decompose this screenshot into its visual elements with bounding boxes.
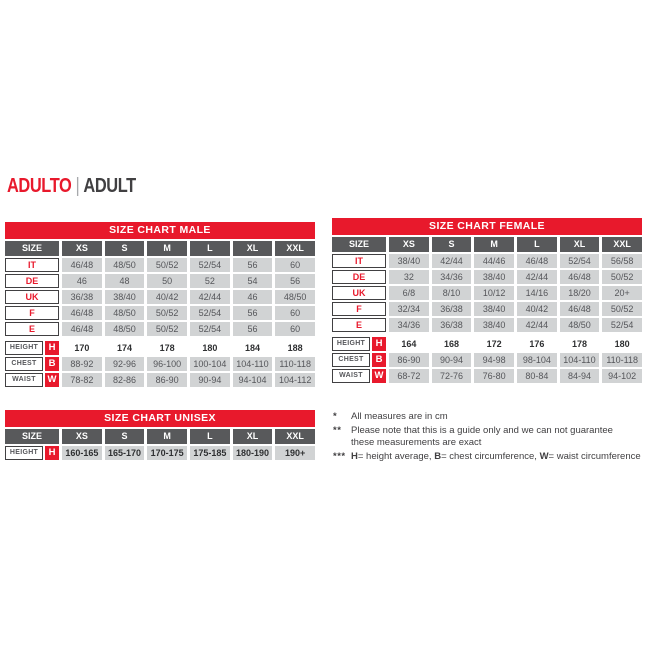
footnote-text — [351, 451, 643, 464]
size-value-cell: 34/36 — [432, 270, 472, 284]
size-value-cell: 56/58 — [602, 254, 642, 268]
column-header-cell: XS — [389, 237, 429, 252]
measure-value-cell: 68-72 — [389, 369, 429, 383]
size-value-cell: 36/38 — [432, 302, 472, 316]
measure-name-box: HEIGHT — [332, 337, 370, 351]
legend-code: B — [434, 450, 442, 462]
column-header-cell: XL — [233, 241, 273, 256]
measure-code-badge: W — [372, 369, 386, 383]
measure-value-cell: 78-82 — [62, 373, 102, 387]
measure-row-label — [5, 373, 59, 387]
column-header-cell: M — [474, 237, 514, 252]
legend-code: H — [351, 450, 358, 462]
size-value-cell: 52/54 — [560, 254, 600, 268]
column-header-cell: L — [190, 429, 230, 444]
measure-value-cell: 180-190 — [233, 446, 273, 460]
size-value-cell: 38/40 — [474, 302, 514, 316]
footnotes-block — [333, 411, 643, 464]
column-header-cell: XL — [233, 429, 273, 444]
table-title-band: SIZE CHART FEMALE — [332, 218, 642, 235]
size-value-cell: 32 — [389, 270, 429, 284]
measure-name-box: WAIST — [5, 373, 43, 387]
size-system-label: F — [332, 302, 386, 316]
measure-value-cell: 175-185 — [190, 446, 230, 460]
measure-value-cell: 98-104 — [517, 353, 557, 367]
size-value-cell: 42/44 — [432, 254, 472, 268]
measure-value-cell: 110-118 — [602, 353, 642, 367]
measure-value-cell: 190+ — [275, 446, 315, 460]
size-grid — [332, 237, 642, 383]
measure-value-cell: 165-170 — [105, 446, 145, 460]
legend-text: = chest circumference, — [441, 450, 540, 462]
size-system-label: IT — [5, 258, 59, 272]
footnote-text — [351, 425, 643, 450]
size-system-label: DE — [5, 274, 59, 288]
measure-row-label — [332, 369, 386, 383]
size-value-cell: 60 — [275, 306, 315, 320]
measure-value-cell: 110-118 — [275, 357, 315, 371]
measure-value-cell: 96-100 — [147, 357, 187, 371]
title-divider-bar: | — [75, 175, 80, 197]
measure-value-cell: 170-175 — [147, 446, 187, 460]
size-system-label: DE — [332, 270, 386, 284]
column-header-cell: XL — [560, 237, 600, 252]
measure-name-box: HEIGHT — [5, 341, 43, 355]
measure-value-cell: 184 — [244, 343, 260, 353]
size-value-cell: 52 — [190, 274, 230, 288]
footnote-row — [333, 451, 643, 464]
size-value-cell: 46/48 — [560, 270, 600, 284]
size-value-cell: 48/50 — [105, 322, 145, 336]
size-value-cell: 38/40 — [389, 254, 429, 268]
measure-value-cell: 90-94 — [190, 373, 230, 387]
size-chart-male-table — [5, 222, 315, 387]
size-value-cell: 40/42 — [517, 302, 557, 316]
measure-row-label — [5, 341, 59, 355]
measure-value-cell: 94-98 — [474, 353, 514, 367]
column-header-cell: XS — [62, 429, 102, 444]
size-header-cell: SIZE — [5, 429, 59, 444]
measure-name-box: CHEST — [5, 357, 43, 371]
size-value-cell: 38/40 — [105, 290, 145, 304]
measure-value-cell: 86-90 — [389, 353, 429, 367]
measure-value-cell: 72-76 — [432, 369, 472, 383]
measure-value-cell: 100-104 — [190, 357, 230, 371]
measure-name-box: HEIGHT — [5, 446, 43, 460]
measure-code-badge: W — [45, 373, 59, 387]
size-value-cell: 60 — [275, 322, 315, 336]
size-value-cell: 42/44 — [517, 318, 557, 332]
size-value-cell: 20+ — [602, 286, 642, 300]
measure-row-label — [332, 353, 386, 367]
column-header-cell: S — [105, 429, 145, 444]
footnote-marker: ** — [333, 424, 342, 436]
column-header-cell: M — [147, 429, 187, 444]
size-value-cell: 46 — [62, 274, 102, 288]
size-value-cell: 10/12 — [474, 286, 514, 300]
size-value-cell: 52/54 — [602, 318, 642, 332]
measure-value-cell: 88-92 — [62, 357, 102, 371]
measure-name-box: WAIST — [332, 369, 370, 383]
footnote-line: All measures are in cm — [351, 411, 448, 422]
measure-value-cell: 80-84 — [517, 369, 557, 383]
size-value-cell: 56 — [275, 274, 315, 288]
size-value-cell: 48/50 — [105, 258, 145, 272]
size-value-cell: 48/50 — [105, 306, 145, 320]
size-header-cell: SIZE — [5, 241, 59, 256]
measure-value-cell: 84-94 — [560, 369, 600, 383]
measure-value-cell: 176 — [529, 339, 545, 349]
size-value-cell: 46/48 — [560, 302, 600, 316]
size-value-cell: 48/50 — [275, 290, 315, 304]
measure-code-badge: H — [372, 337, 386, 351]
size-value-cell: 50/52 — [147, 306, 187, 320]
page-title-adult: ADULT — [83, 175, 136, 197]
measure-code-badge: H — [45, 341, 59, 355]
footnote-line: Please note that this is a guide only and we can not guarantee — [351, 424, 613, 436]
footnote-line: these measurements are exact — [351, 437, 482, 448]
measure-value-cell: 86-90 — [147, 373, 187, 387]
measure-code-badge: B — [372, 353, 386, 367]
size-system-label: UK — [5, 290, 59, 304]
measure-value-cell: 104-110 — [233, 357, 273, 371]
size-value-cell: 50/52 — [147, 258, 187, 272]
measure-row-label — [5, 357, 59, 371]
size-value-cell: 52/54 — [190, 258, 230, 272]
table-title-band: SIZE CHART UNISEX — [5, 410, 315, 427]
size-chart-unisex-table — [5, 410, 315, 460]
size-value-cell: 56 — [233, 306, 273, 320]
measure-value-cell: 178 — [159, 343, 175, 353]
page-title — [7, 175, 136, 198]
size-value-cell: 46/48 — [62, 322, 102, 336]
measure-value-cell: 188 — [287, 343, 303, 353]
size-value-cell: 40/42 — [147, 290, 187, 304]
table-title-band: SIZE CHART MALE — [5, 222, 315, 239]
size-value-cell: 46/48 — [517, 254, 557, 268]
size-system-label: UK — [332, 286, 386, 300]
measure-code-badge: B — [45, 357, 59, 371]
measure-name-box: CHEST — [332, 353, 370, 367]
measure-value-cell: 172 — [486, 339, 502, 349]
footnote-marker: * — [333, 411, 338, 422]
measure-value-cell: 160-165 — [62, 446, 102, 460]
column-header-cell: S — [432, 237, 472, 252]
row-spacer — [5, 338, 315, 339]
size-grid — [5, 429, 315, 460]
size-value-cell: 42/44 — [190, 290, 230, 304]
size-value-cell: 38/40 — [474, 318, 514, 332]
measure-value-cell: 178 — [571, 339, 587, 349]
size-value-cell: 50/52 — [602, 302, 642, 316]
legend-code: W — [539, 450, 549, 462]
size-system-label: IT — [332, 254, 386, 268]
size-value-cell: 14/16 — [517, 286, 557, 300]
measure-value-cell: 180 — [614, 339, 630, 349]
size-value-cell: 36/38 — [432, 318, 472, 332]
size-value-cell: 56 — [233, 322, 273, 336]
measure-value-cell: 92-96 — [105, 357, 145, 371]
size-value-cell: 52/54 — [190, 322, 230, 336]
column-header-cell: L — [190, 241, 230, 256]
legend-text: = height average, — [357, 450, 435, 462]
size-value-cell: 50/52 — [602, 270, 642, 284]
size-value-cell: 36/38 — [62, 290, 102, 304]
row-spacer — [332, 334, 642, 335]
measure-value-cell: 94-104 — [233, 373, 273, 387]
footnote-row — [333, 411, 643, 424]
column-header-cell: L — [517, 237, 557, 252]
column-header-cell: S — [105, 241, 145, 256]
measure-value-cell: 170 — [74, 343, 90, 353]
measure-value-cell: 76-80 — [474, 369, 514, 383]
measure-value-cell: 174 — [116, 343, 132, 353]
measure-row-label — [5, 446, 59, 460]
size-value-cell: 42/44 — [517, 270, 557, 284]
measure-value-cell: 104-112 — [275, 373, 315, 387]
size-value-cell: 52/54 — [190, 306, 230, 320]
size-system-label: E — [5, 322, 59, 336]
size-value-cell: 46/48 — [62, 258, 102, 272]
size-value-cell: 54 — [233, 274, 273, 288]
column-header-cell: XXL — [275, 429, 315, 444]
size-value-cell: 34/36 — [389, 318, 429, 332]
size-value-cell: 46/48 — [62, 306, 102, 320]
measure-value-cell: 168 — [443, 339, 459, 349]
size-value-cell: 44/46 — [474, 254, 514, 268]
size-value-cell: 46 — [233, 290, 273, 304]
size-value-cell: 48/50 — [560, 318, 600, 332]
measure-value-cell: 104-110 — [560, 353, 600, 367]
size-value-cell: 8/10 — [432, 286, 472, 300]
page-title-adulto: ADULTO — [7, 175, 72, 197]
legend-text: = waist circumference — [548, 450, 641, 462]
size-chart-female-table — [332, 218, 642, 383]
size-value-cell: 18/20 — [560, 286, 600, 300]
size-value-cell: 60 — [275, 258, 315, 272]
footnote-marker: *** — [333, 450, 346, 462]
size-system-label: F — [5, 306, 59, 320]
measure-row-label — [332, 337, 386, 351]
size-value-cell: 56 — [233, 258, 273, 272]
size-value-cell: 48 — [105, 274, 145, 288]
column-header-cell: XS — [62, 241, 102, 256]
size-header-cell: SIZE — [332, 237, 386, 252]
size-value-cell: 38/40 — [474, 270, 514, 284]
column-header-cell: M — [147, 241, 187, 256]
measure-value-cell: 90-94 — [432, 353, 472, 367]
size-grid — [5, 241, 315, 387]
measure-value-cell: 82-86 — [105, 373, 145, 387]
footnote-text — [351, 411, 643, 424]
size-value-cell: 32/34 — [389, 302, 429, 316]
size-value-cell: 6/8 — [389, 286, 429, 300]
size-system-label: E — [332, 318, 386, 332]
column-header-cell: XXL — [275, 241, 315, 256]
column-header-cell: XXL — [602, 237, 642, 252]
footnote-row — [333, 425, 643, 450]
measure-code-badge: H — [45, 446, 59, 460]
size-value-cell: 50/52 — [147, 322, 187, 336]
size-value-cell: 50 — [147, 274, 187, 288]
measure-value-cell: 164 — [401, 339, 417, 349]
measure-value-cell: 94-102 — [602, 369, 642, 383]
measure-value-cell: 180 — [202, 343, 218, 353]
